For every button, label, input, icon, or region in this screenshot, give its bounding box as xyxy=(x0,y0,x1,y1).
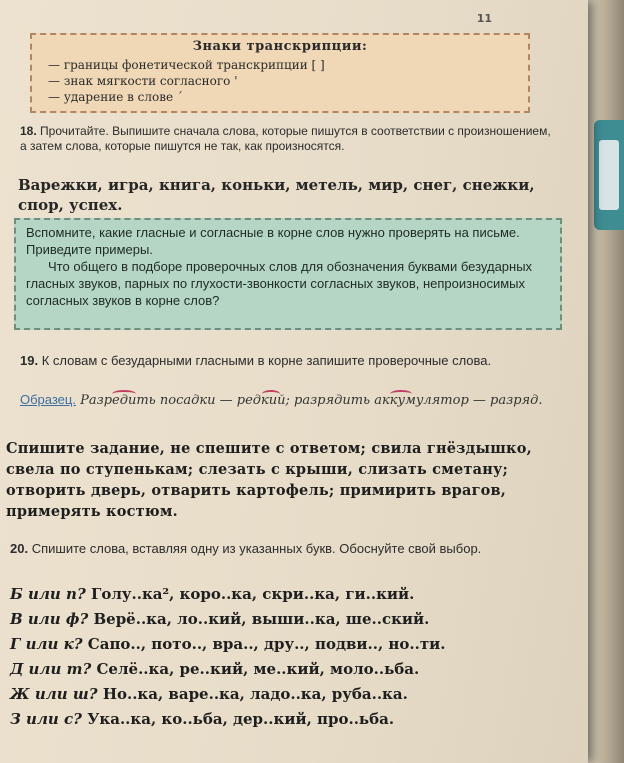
exercise-line: Ж или ш? Но..ка, варе..ка, ладо..ка, руба..ка. xyxy=(10,685,408,703)
task-18-number: 18. xyxy=(20,124,37,138)
task-20-text: Спишите слова, вставляя одну из указанных букв. Обоснуйте свой выбор. xyxy=(31,541,482,556)
transcription-line-stress: — ударение в слове ´ xyxy=(48,90,183,104)
task-20-number: 20. xyxy=(10,541,29,556)
page-number: 11 xyxy=(476,12,492,25)
task-18-words: Варежки, игра, книга, коньки, метель, мир, снег, снежки, спор, успех. xyxy=(18,176,535,214)
task-20-exercise-lines xyxy=(10,582,570,732)
adjacent-book-cover xyxy=(594,120,624,230)
task-19-dictation-text: Спишите задание, не спешите с ответом; свила гнёздышко, свела по ступенькам; слезать с крыши, слизать сметану; отворить дверь, отварить картофель; примирить врагов, примерять костюм. xyxy=(6,440,532,520)
root-arc-mark xyxy=(112,390,136,398)
task-19-instructions xyxy=(20,352,560,369)
task-18-text: Прочитайте. Выпишите сначала слова, которые пишутся в соответствии с произношением, а затем слова, которые пишутся не так, как произносятся. xyxy=(20,124,551,153)
transcription-title: Знаки транскрипции: xyxy=(192,39,368,54)
root-arc-mark xyxy=(262,390,280,398)
remember-paragraph-2: Что общего в подборе проверочных слов для обозначения буквами безударных гласных звуков, парных по глухости-звонкости согласных звуков, непроизносимых согласных звуков в корне слов? xyxy=(26,259,533,308)
exercise-line: Д или т? Селё..ка, ре..кий, ме..кий, моло..ьба. xyxy=(10,660,420,678)
sample-text: Разредить посадки — редкий; разрядить аккумулятор — разряд. xyxy=(80,393,543,408)
remember-box xyxy=(14,218,562,330)
task-18-instructions xyxy=(20,124,560,154)
task-20-instructions xyxy=(10,540,570,558)
exercise-line: Г или к? Сапо.., пото.., вра.., дру.., подви.., но..ти. xyxy=(10,635,446,653)
exercise-line: З или с? Ука..ка, ко..ьба, дер..кий, про..ьба. xyxy=(10,710,395,728)
book-page-edges xyxy=(588,0,624,763)
task-19-number: 19. xyxy=(20,353,39,368)
transcription-line-boundaries: — границы фонетической транскрипции [ ] xyxy=(48,58,325,72)
task-19-sample xyxy=(20,390,560,411)
transcription-signs-box xyxy=(30,33,530,113)
exercise-line: В или ф? Верё..ка, ло..кий, выши..ка, ше..ский. xyxy=(10,610,430,628)
root-arc-mark xyxy=(390,390,412,398)
remember-paragraph-1: Вспомните, какие гласные и согласные в корне слов нужно проверять на письме. Приведите примеры. xyxy=(26,225,520,257)
transcription-line-softness: — знак мягкости согласного ' xyxy=(48,74,238,88)
exercise-line: Б или п? Голу..ка², коро..ка, скри..ка, ги..кий. xyxy=(10,585,415,603)
task-19-text: К словам с безударными гласными в корне запишите проверочные слова. xyxy=(41,353,492,368)
sample-label: Образец. xyxy=(20,392,76,407)
